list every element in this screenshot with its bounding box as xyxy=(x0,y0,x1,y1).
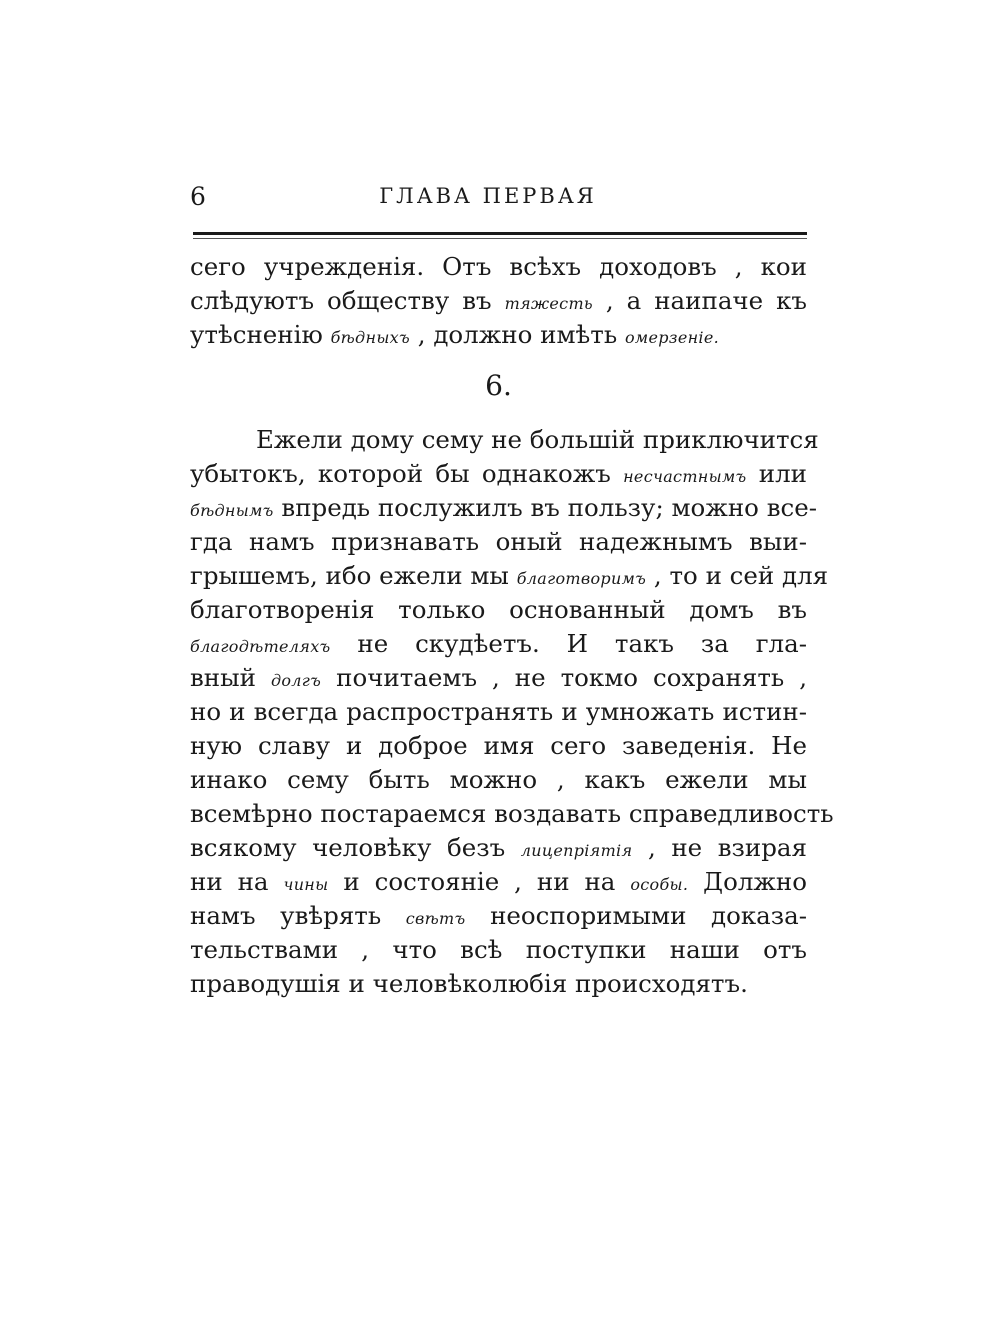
text-run: ни на xyxy=(190,867,284,896)
gloss-word: тяжесть xyxy=(504,294,593,313)
section-paragraph xyxy=(190,423,834,1001)
text-line xyxy=(190,661,807,695)
continuation-paragraph xyxy=(190,250,807,352)
gloss-word: долгъ xyxy=(270,671,322,690)
text-line xyxy=(190,967,807,1001)
text-run: тельствами , что всѣ поступки наши отъ xyxy=(190,935,807,964)
text-line xyxy=(190,593,807,627)
text-line xyxy=(190,423,819,457)
text-line xyxy=(190,899,807,933)
text-line xyxy=(190,729,807,763)
text-run: Должно xyxy=(688,867,808,896)
text-line xyxy=(190,525,807,559)
page-number: 6 xyxy=(190,182,206,211)
text-line xyxy=(190,284,807,318)
text-run: но и всегда распространять и умножать истин- xyxy=(190,697,807,726)
page-header xyxy=(188,180,808,216)
text-line xyxy=(190,695,807,729)
text-run: впредь послужилъ въ пользу; можно все- xyxy=(273,493,817,522)
running-head: ГЛАВА ПЕРВАЯ xyxy=(379,184,597,208)
gloss-word: бѣднымъ xyxy=(190,501,274,520)
text-run: , а наипаче къ xyxy=(592,286,807,315)
gloss-word: лицепріятія xyxy=(520,841,633,860)
text-line xyxy=(190,318,807,352)
text-run: почитаемъ , не токмо сохранять , xyxy=(321,663,807,692)
text-run: , то и сей для xyxy=(646,561,829,590)
text-line xyxy=(190,457,807,491)
text-run: или xyxy=(746,459,807,488)
gloss-word: особы. xyxy=(630,875,689,894)
header-rule xyxy=(193,232,807,235)
gloss-word: бѣдныхъ xyxy=(330,328,410,347)
text-run: вный xyxy=(190,663,271,692)
text-run: сего учрежденія. Отъ всѣхъ доходовъ , кои xyxy=(190,252,807,281)
header-rule-thin xyxy=(193,238,807,239)
section-number: 6. xyxy=(485,369,512,402)
text-run: инако сему быть можно , какъ ежели мы xyxy=(190,765,807,794)
text-run: праводушія и человѣколюбія происходятъ. xyxy=(190,969,748,998)
gloss-word: свѣтъ xyxy=(405,909,466,928)
text-run: , должно имѣть xyxy=(409,320,625,349)
text-run: неоспоримыми доказа- xyxy=(465,901,807,930)
text-run: ную славу и доброе имя сего заведенія. Не xyxy=(190,731,807,760)
gloss-word: несчастнымъ xyxy=(623,467,747,486)
gloss-word: чины xyxy=(283,875,329,894)
text-line xyxy=(190,933,807,967)
text-run: , не взирая xyxy=(632,833,807,862)
text-run: Ежели дому сему не большій приключится xyxy=(256,425,819,454)
text-line xyxy=(190,559,829,593)
text-run: утѣсненію xyxy=(190,320,331,349)
text-line xyxy=(190,627,807,661)
text-line xyxy=(190,250,807,284)
text-run: намъ увѣрять xyxy=(190,901,406,930)
text-run: гда намъ признавать оный надежнымъ выи- xyxy=(190,527,807,556)
text-run: всемѣрно постараемся воздавать справедливость xyxy=(190,799,834,828)
gloss-word: благотворимъ xyxy=(516,569,647,588)
text-line xyxy=(190,797,834,831)
text-line xyxy=(190,763,807,797)
text-line xyxy=(190,831,807,865)
text-run: убытокъ, которой бы однакожъ xyxy=(190,459,624,488)
text-run: благотворенія только основанный домъ въ xyxy=(190,595,807,624)
text-run: не скудѣетъ. И такъ за гла- xyxy=(330,629,807,658)
gloss-word: омерзеніе. xyxy=(624,328,719,347)
text-run: слѣдуютъ обществу въ xyxy=(190,286,505,315)
text-line xyxy=(190,491,817,525)
text-run: и состояніе , ни на xyxy=(328,867,631,896)
gloss-word: благодѣтеляхъ xyxy=(190,637,331,656)
text-run: грышемъ, ибо ежели мы xyxy=(190,561,517,590)
text-run: всякому человѣку безъ xyxy=(190,833,521,862)
text-line xyxy=(190,865,807,899)
